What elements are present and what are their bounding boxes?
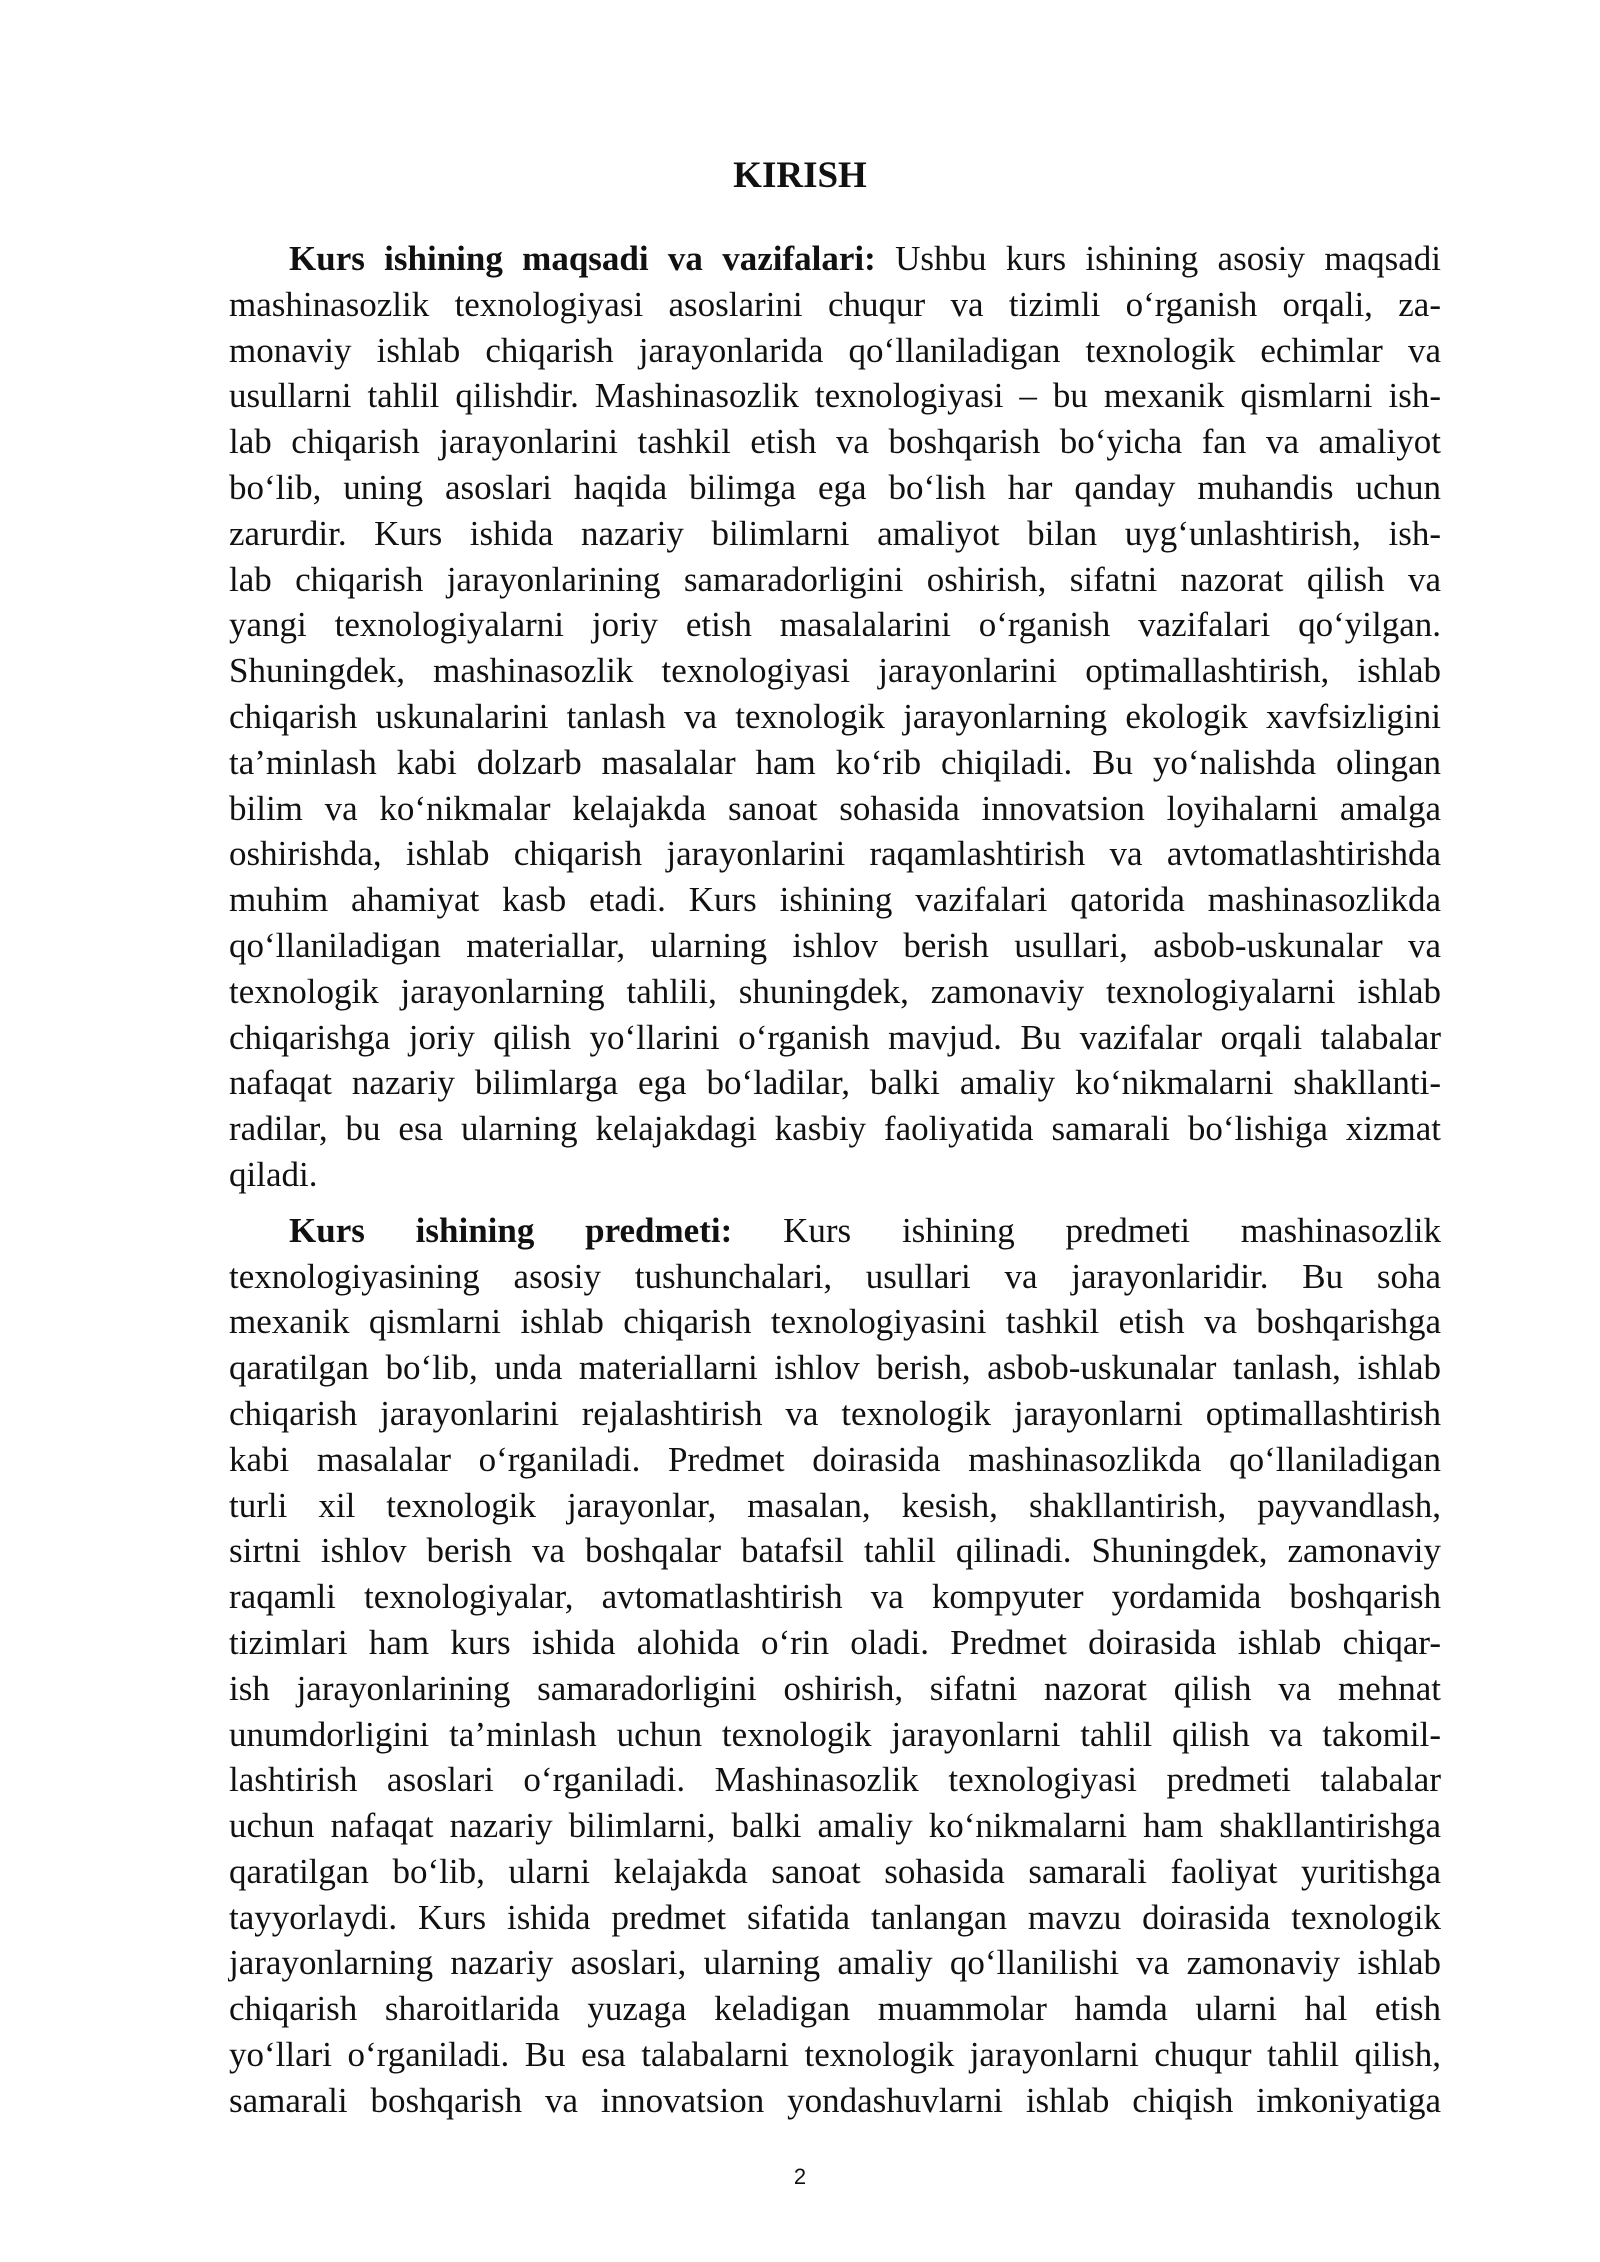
paragraph-line: chiqarishga joriy qilish yo‘llarini o‘rganish mavjud. Bu vazifalar orqali talabalar bbox=[229, 1017, 1441, 1057]
paragraph-line: qiladi. bbox=[229, 1154, 318, 1194]
paragraph-line: mashinasozlik texnologiyasi asoslarini chuqur va tizimli o‘rganish orqali, za- bbox=[229, 284, 1441, 324]
paragraph-line: yangi texnologiyalarni joriy etish masalalarini o‘rganish vazifalari qo‘yilgan. bbox=[229, 605, 1441, 645]
paragraph-line: lashtirish asoslari o‘rganiladi. Mashinasozlik texnologiyasi predmeti talabalar bbox=[229, 1760, 1441, 1800]
body-text bbox=[229, 236, 1441, 2124]
paragraph-line: chiqarish sharoitlarida yuzaga keladigan muammolar hamda ularni hal etish bbox=[229, 1989, 1441, 2029]
paragraph-line: bilim va ko‘nikmalar kelajakda sanoat sohasida innovatsion loyihalarni amalga bbox=[229, 788, 1441, 828]
paragraph-line bbox=[229, 1208, 1441, 1254]
paragraph-line: jarayonlarning nazariy asoslari, ularning amaliy qo‘llanilishi va zamonaviy ishlab bbox=[229, 1943, 1441, 1983]
paragraph-line: chiqarish jarayonlarini rejalashtirish va texnologik jarayonlarni optimallashtirish bbox=[229, 1393, 1441, 1433]
paragraph-line: yo‘llari o‘rganiladi. Bu esa talabalarni texnologik jarayonlarni chuqur tahlil qilish, bbox=[229, 2035, 1441, 2075]
paragraph-line: qaratilgan bo‘lib, ularni kelajakda sanoat sohasida samarali faoliyat yuritishga bbox=[229, 1851, 1441, 1891]
paragraph-line: radilar, bu esa ularning kelajakdagi kasbiy faoliyatida samarali bo‘lishiga xizmat bbox=[229, 1109, 1441, 1149]
paragraph-line: tayyorlaydi. Kurs ishida predmet sifatida tanlangan mavzu doirasida texnologik bbox=[229, 1897, 1441, 1937]
paragraph-line: lab chiqarish jarayonlarining samaradorligini oshirish, sifatni nazorat qilish va bbox=[229, 559, 1441, 599]
paragraph-goals bbox=[229, 236, 1441, 1198]
paragraph-line: tizimlari ham kurs ishida alohida o‘rin oladi. Predmet doirasida ishlab chiqar- bbox=[229, 1622, 1441, 1662]
paragraph-line: sirtni ishlov berish va boshqalar batafsil tahlil qilinadi. Shuningdek, zamonaviy bbox=[229, 1531, 1441, 1571]
paragraph-line: uchun nafaqat nazariy bilimlarni, balki amaliy ko‘nikmalarni ham shakllantirishga bbox=[229, 1806, 1441, 1846]
paragraph-line-text: Kurs ishining predmeti mashinasozlik bbox=[732, 1210, 1441, 1250]
paragraph-line: lab chiqarish jarayonlarini tashkil etish va boshqarish bo‘yicha fan va amaliyot bbox=[229, 422, 1441, 462]
paragraph-line: Shuningdek, mashinasozlik texnologiyasi jarayonlarini optimallashtirish, ishlab bbox=[229, 651, 1441, 691]
paragraph-line: monaviy ishlab chiqarish jarayonlarida qo‘llaniladigan texnologik echimlar va bbox=[229, 330, 1441, 370]
paragraph-line: bo‘lib, uning asoslari haqida bilimga ega bo‘lish har qanday muhandis uchun bbox=[229, 467, 1441, 507]
paragraph-subject bbox=[229, 1208, 1441, 2124]
paragraph-line: oshirishda, ishlab chiqarish jarayonlarini raqamlashtirish va avtomatlashtirishda bbox=[229, 834, 1441, 874]
paragraph-line: nafaqat nazariy bilimlarga ega bo‘ladilar, balki amaliy ko‘nikmalarni shakllanti- bbox=[229, 1063, 1441, 1103]
paragraph-line: texnologiyasining asosiy tushunchalari, usullari va jarayonlaridir. Bu soha bbox=[229, 1256, 1441, 1296]
paragraph-line: turli xil texnologik jarayonlar, masalan, kesish, shakllantirish, payvandlash, bbox=[229, 1485, 1441, 1525]
paragraph-line bbox=[229, 236, 1441, 282]
paragraph-line: ta’minlash kabi dolzarb masalalar ham ko‘rib chiqiladi. Bu yo‘nalishda olingan bbox=[229, 742, 1441, 782]
paragraph-line: mexanik qismlarni ishlab chiqarish texnologiyasini tashkil etish va boshqarishga bbox=[229, 1302, 1441, 1342]
page-number: 2 bbox=[793, 2164, 807, 2189]
paragraph-line: raqamli texnologiyalar, avtomatlashtirish va kompyuter yordamida boshqarish bbox=[229, 1577, 1441, 1617]
paragraph-line: muhim ahamiyat kasb etadi. Kurs ishining vazifalari qatorida mashinasozlikda bbox=[229, 880, 1441, 920]
paragraph-line: ish jarayonlarining samaradorligini oshirish, sifatni nazorat qilish va mehnat bbox=[229, 1668, 1441, 1708]
paragraph-line: texnologik jarayonlarning tahlili, shuningdek, zamonaviy texnologiyalarni ishlab bbox=[229, 971, 1441, 1011]
paragraph-line: unumdorligini ta’minlash uchun texnologik jarayonlarni tahlil qilish va takomil- bbox=[229, 1714, 1441, 1754]
paragraph-heading-subject: Kurs ishining predmeti: bbox=[289, 1210, 733, 1250]
paragraph-heading-goals: Kurs ishining maqsadi va vazifalari: bbox=[289, 239, 876, 278]
paragraph-line: usullarni tahlil qilishdir. Mashinasozlik texnologiyasi – bu mexanik qismlarni ish- bbox=[229, 376, 1441, 416]
paragraph-line: qaratilgan bo‘lib, unda materiallarni ishlov berish, asbob-uskunalar tanlash, ishlab bbox=[229, 1348, 1441, 1388]
paragraph-line: zarurdir. Kurs ishida nazariy bilimlarni amaliyot bilan uyg‘unlashtirish, ish- bbox=[229, 513, 1441, 553]
page-title: KIRISH bbox=[733, 155, 867, 196]
paragraph-line: qo‘llaniladigan materiallar, ularning ishlov berish usullari, asbob-uskunalar va bbox=[229, 925, 1441, 965]
paragraph-line: kabi masalalar o‘rganiladi. Predmet doirasida mashinasozlikda qo‘llaniladigan bbox=[229, 1439, 1441, 1479]
paragraph-line-text: Ushbu kurs ishining asosiy maqsadi bbox=[875, 239, 1441, 278]
paragraph-line: chiqarish uskunalarini tanlash va texnologik jarayonlarning ekologik xavfsizligini bbox=[229, 696, 1441, 736]
paragraph-line: samarali boshqarish va innovatsion yondashuvlarni ishlab chiqish imkoniyatiga bbox=[229, 2080, 1441, 2120]
paragraph-gap bbox=[229, 1198, 1441, 1208]
